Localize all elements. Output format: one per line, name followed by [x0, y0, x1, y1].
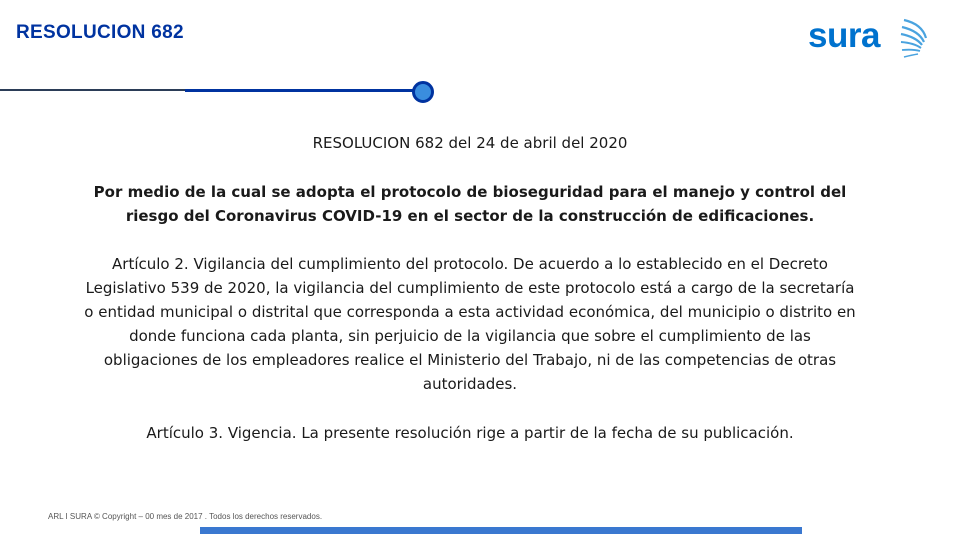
- article-2-text: Artículo 2. Vigilancia del cumplimiento del protocolo. De acuerdo a lo establecido en el Decreto Legislativo 539 de 2020, la vigilancia del cumplimiento de este protocolo está a cargo de la secretaría o entidad municipal o distrital que corresponda a esta actividad económica, del municipio o distrito en donde funciona cada planta, sin perjuicio de la vigilancia que sobre el cumplimiento de las obligaciones de los empleadores realice el Ministerio del Trabajo, ni de las competencias de otras autoridades.: [84, 255, 856, 393]
- footer-bar: [200, 527, 802, 534]
- logo-text: sura: [808, 16, 880, 55]
- header-divider-thick: [185, 89, 413, 92]
- header-divider-thin: [0, 89, 185, 91]
- resolution-heading: RESOLUCION 682 del 24 de abril del 2020: [312, 134, 628, 152]
- article-3-text: Artículo 3. Vigencia. La presente resolución rige a partir de la fecha de su publicación.: [146, 424, 794, 442]
- footer-copyright: ARL I SURA © Copyright – 00 mes de 2017 . Todos los derechos reservados.: [48, 512, 323, 521]
- resolution-subheading: Por medio de la cual se adopta el protocolo de bioseguridad para el manejo y control del riesgo del Coronavirus COVID-19 en el sector de la construcción de edificaciones.: [93, 183, 847, 225]
- sura-wave-mark-icon: [900, 16, 930, 62]
- header-divider-dot: [412, 81, 434, 103]
- page-title: RESOLUCION 682: [16, 22, 184, 43]
- sura-logo: [808, 14, 930, 66]
